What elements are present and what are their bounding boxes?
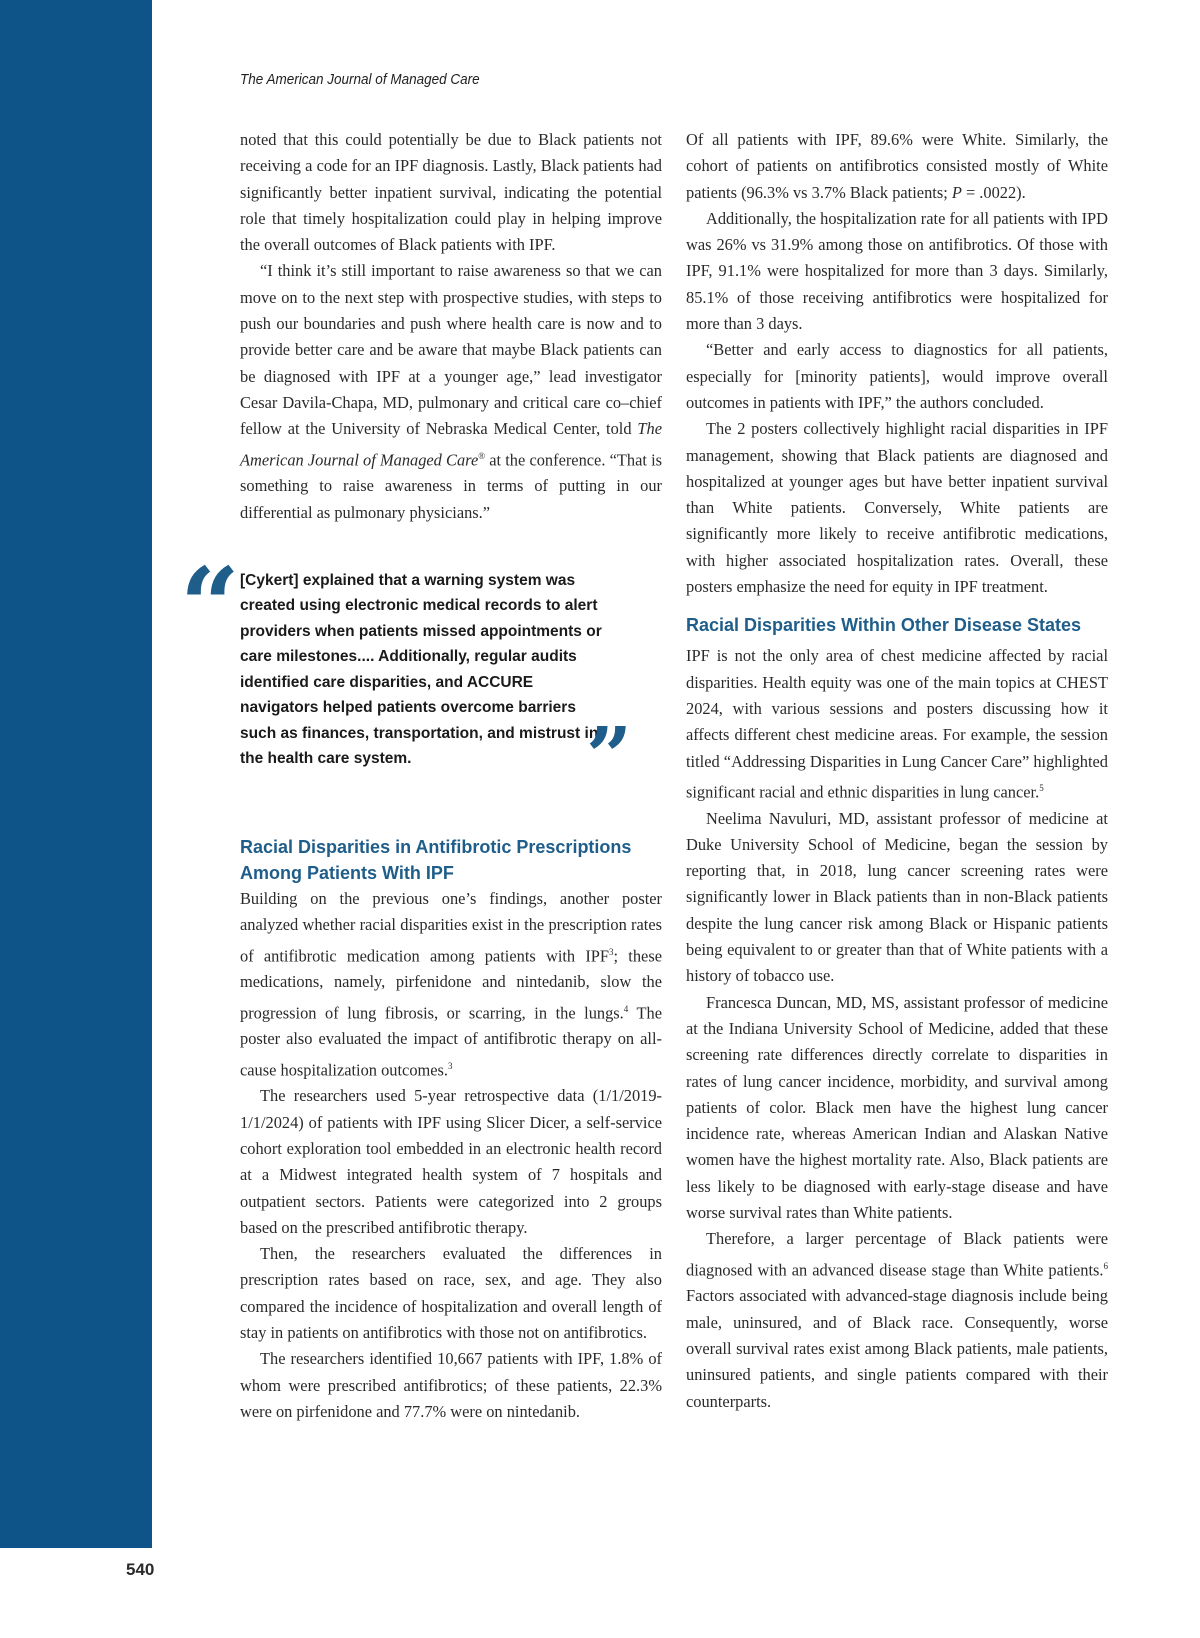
paragraph: noted that this could potentially be due to Black patients not receiving a code for an IPF diagnosis. Lastly, Black patients had significantly better inpatient survival, indicating the potential role that timely hospitalization could play in helping improve the overall outcomes of Black patients with IPF. [240, 130, 662, 255]
left-column [180, 127, 663, 1425]
registered-mark: ® [478, 450, 486, 461]
journal-title: The American Journal of Managed Care [240, 71, 480, 88]
paragraph-text: ; these medications, namely, pirfenidone and nintedanib, slow the progression of lung fibrosis, or scarring, in the lungs. [240, 945, 662, 1023]
pull-quote-text: [Cykert] explained that a warning system was created using electronic medical records to alert providers when patients missed appointments or care milestones.... Additionally, regular audits identified care disparities, and ACCURE navigators helped patients overcome barriers such as finances, transportation, and mistrust in the health care system. [240, 571, 602, 768]
pull-quote [180, 543, 662, 803]
journal-name-italic: The American Journal of Managed Care [240, 419, 662, 470]
citation: 3 [448, 1060, 453, 1071]
paragraph: Francesca Duncan, MD, MS, assistant professor of medicine at the Indiana University School of Medicine, added that these screening rate differences directly correlate to disparities in rates of lung cancer incidence, morbidity, and survival among patients of color. Black men have the highest lung cancer incidence rate, whereas American Indian and Alaskan Native women have the highest mortality rate. Also, Black patients are less likely to be diagnosed with early-stage disease and have worse survival rates than White patients. [686, 992, 1108, 1223]
open-quote-icon: “ [180, 543, 240, 667]
paragraph [686, 1226, 1108, 1415]
p-value-italic: P [951, 182, 962, 202]
paragraph [240, 886, 662, 1083]
paragraph: The researchers used 5-year retrospective data (1/1/2019-1/1/2024) of patients with IPF using Slicer Dicer, a self-service cohort exploration tool embedded in an electronic health record at a Midwest integrated health system of 7 hospitals and outpatient sectors. Patients were categorized into 2 groups based on the prescribed antifibrotic therapy. [240, 1086, 662, 1237]
paragraph [686, 643, 1108, 805]
paragraph: The researchers identified 10,667 patients with IPF, 1.8% of whom were prescribed antifibrotics; of these patients, 22.3% were on pirfenidone and 77.7% were on nintedanib. [240, 1349, 662, 1421]
paragraph-text: Building on the previous one’s findings, another poster analyzed whether racial disparities exist in the prescription rates of antifibrotic medication among patients with IPF [240, 888, 662, 965]
citation: 4 [623, 1003, 629, 1014]
paragraph: The 2 posters collectively highlight racial disparities in IPF management, showing that Black patients are diagnosed and hospitalized at younger ages but have better inpatient survival than White patients. Conversely, White patients are significantly more likely to receive antifibrotic medications, with higher associated hospitalization rates. Overall, these posters emphasize the need for equity in IPF treatment. [686, 419, 1108, 597]
paragraph-text: at the conference. “That is something to raise awareness in terms of putting in our differential as pulmonary physicians.” [240, 450, 663, 522]
sidebar-color-band [0, 0, 152, 1548]
section-heading: Racial Disparities Within Other Disease States [686, 615, 1081, 636]
paragraph: Additionally, the hospitalization rate for all patients with IPD was 26% vs 31.9% among those on antifibrotics. Of those with IPF, 91.1% were hospitalized for more than 3 days. Similarly, 85.1% of those receiving antifibrotics were hospitalized for more than 3 days. [686, 208, 1108, 334]
paragraph: Neelima Navuluri, MD, assistant professor of medicine at Duke University School of Medicine, began the session by reporting that, in 2018, lung cancer screening rates were significantly lower in Black patients than in non-Black patients despite the lung cancer risk among Black or Hispanic patients being equivalent to or greater than that of White patients with a history of tobacco use. [686, 808, 1108, 986]
paragraph-text: IPF is not the only area of chest medicine affected by racial disparities. Health equity was one of the main topics at CHEST 2024, with various sessions and posters discussing how it affects different chest medicine areas. For example, the session titled “Addressing Disparities in Lung Cancer Care” highlighted significant racial and ethnic disparities in lung cancer. [686, 646, 1108, 802]
citation: 5 [1039, 782, 1044, 793]
paragraph-text: “I think it’s still important to raise awareness so that we can move on to the next step with prospective studies, with steps to push our boundaries and push where health care is now and to provide better care and be aware that maybe Black patients can be diagnosed with IPF at a younger age,” lead investigator Cesar Davila-Chapa, MD, pulmonary and critical care co–chief fellow at the University of Nebraska Medical Center, told [240, 261, 662, 439]
paragraph-text: Therefore, a larger percentage of Black patients were diagnosed with an advanced disease stage than White patients. [686, 1229, 1108, 1280]
close-quote-icon: ” [585, 708, 632, 803]
page-number: 540 [126, 1560, 155, 1579]
paragraph-text: = .0022). [961, 182, 1026, 202]
citation: 3 [609, 946, 614, 957]
paragraph [240, 258, 662, 525]
right-column [686, 127, 1108, 1415]
paragraph: Then, the researchers evaluated the differences in prescription rates based on race, sex, and age. They also compared the incidence of hospitalization and overall length of stay in patients on antifibrotics with those not on antifibrotics. [240, 1244, 662, 1343]
paragraph [686, 127, 1108, 206]
paragraph-text: Factors associated with advanced-stage diagnosis include being male, uninsured, and of Black race. Consequently, worse overall survival rates exist among Black patients, male patients, uninsured patients, and single patients compared with their counterparts. [686, 1286, 1108, 1411]
paragraph-text: Of all patients with IPF, 89.6% were White. Similarly, the cohort of patients on antifibrotics consisted mostly of White patients (96.3% vs 3.7% Black patients; [686, 130, 1108, 202]
paragraph-text: The poster also evaluated the impact of antifibrotic therapy on all-cause hospitalization outcomes. [240, 1003, 662, 1080]
citation: 6 [1103, 1260, 1108, 1271]
paragraph: “Better and early access to diagnostics for all patients, especially for [minority patients], would improve overall outcomes in patients with IPF,” the authors concluded. [686, 340, 1108, 412]
section-heading: Racial Disparities in Antifibrotic Prescriptions Among Patients With IPF [240, 836, 632, 883]
